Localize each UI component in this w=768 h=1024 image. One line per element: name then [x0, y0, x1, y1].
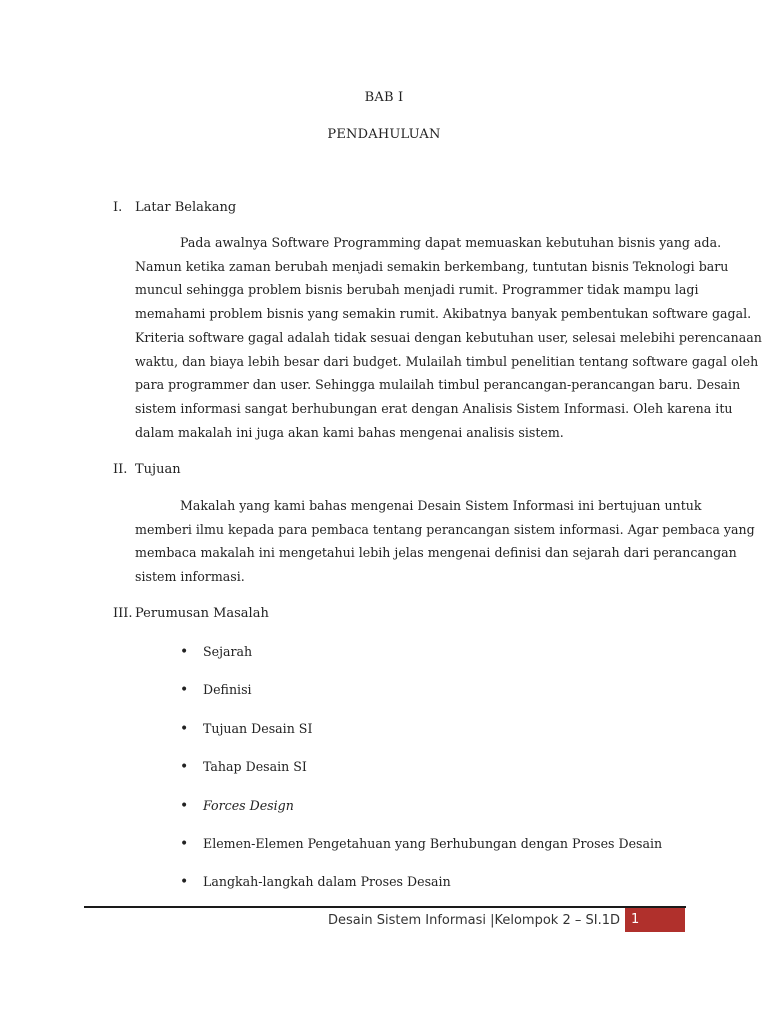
section-title: Perumusan Masalah: [135, 606, 269, 621]
section-title: Latar Belakang: [135, 200, 237, 215]
paragraph-line: sistem informasi.: [135, 569, 245, 585]
list-item-text: Tujuan Desain SI: [203, 720, 313, 736]
list-item-text: Sejarah: [203, 644, 253, 659]
list-item-text: Langkah-langkah dalam Proses Desain: [203, 874, 451, 890]
section-title: Tujuan: [135, 462, 181, 477]
list-item-text: Definisi: [203, 682, 252, 698]
bullet-icon: •: [180, 797, 189, 814]
bullet-icon: •: [180, 682, 189, 699]
list-item: [180, 755, 662, 793]
bullet-icon: •: [180, 759, 189, 776]
footer-text: Desain Sistem Informasi |Kelompok 2 – SI.1D: [327, 913, 620, 928]
list-item: [180, 870, 662, 908]
page-number: 1: [625, 908, 685, 932]
footer-divider: [84, 906, 686, 908]
section-number: I.: [113, 200, 123, 215]
list-item: [180, 717, 662, 755]
list-item-text: Tahap Desain SI: [203, 759, 307, 775]
section-heading-perumusan-masalah: [113, 606, 269, 621]
chapter-number: BAB I: [364, 90, 404, 105]
paragraph-line: memahami problem bisnis yang semakin rumit. Akibatnya banyak pembentukan software gagal.: [135, 306, 752, 322]
paragraph-line: sistem informasi sangat berhubungan erat dengan Analisis Sistem Informasi. Oleh karena itu: [135, 400, 733, 416]
paragraph-line: Kriteria software gagal adalah tidak sesuai dengan kebutuhan user, selesai melebihi perencanaan: [135, 329, 762, 345]
paragraph-tujuan: [135, 494, 755, 589]
bullet-icon: •: [180, 720, 189, 737]
section-number: III.: [113, 606, 133, 621]
list-item: [180, 832, 662, 870]
paragraph-line: Makalah yang kami bahas mengenai Desain Sistem Informasi ini bertujuan untuk: [180, 498, 702, 513]
paragraph-line: dalam makalah ini juga akan kami bahas mengenai analisis sistem.: [135, 424, 564, 440]
list-item-text: Forces Design: [203, 797, 294, 813]
list-item: [180, 678, 662, 716]
section-heading-latar-belakang: [113, 200, 236, 215]
list-item-text: Elemen-Elemen Pengetahuan yang Berhubungan dengan Proses Desain: [203, 835, 663, 851]
bullet-icon: •: [180, 874, 189, 891]
paragraph-line: waktu, dan biaya lebih besar dari budget. Mulailah timbul penelitian tentang software gagal oleh: [135, 353, 759, 369]
problem-list: [180, 640, 662, 909]
paragraph-line: membaca makalah ini mengetahui lebih jelas mengenai definisi dan sejarah dari perancangan: [135, 545, 737, 561]
paragraph-line: muncul sehingga problem bisnis berubah menjadi rumit. Programmer tidak mampu lagi: [135, 282, 699, 298]
paragraph-line: Pada awalnya Software Programming dapat memuaskan kebutuhan bisnis yang ada.: [180, 235, 722, 250]
bullet-icon: •: [180, 644, 189, 660]
list-item: [180, 794, 662, 832]
paragraph-line: para programmer dan user. Sehingga mulailah timbul perancangan-perancangan baru. Desain: [135, 377, 741, 393]
paragraph-latar-belakang: [135, 231, 762, 444]
paragraph-line: Namun ketika zaman berubah menjadi semakin berkembang, tuntutan bisnis Teknologi baru: [135, 258, 729, 274]
list-item: [180, 640, 662, 678]
bullet-icon: •: [180, 835, 189, 852]
section-heading-tujuan: [113, 462, 181, 477]
paragraph-line: memberi ilmu kepada para pembaca tentang perancangan sistem informasi. Agar pembaca yang: [135, 521, 755, 537]
section-number: II.: [113, 462, 128, 477]
chapter-title: PENDAHULUAN: [327, 127, 441, 142]
